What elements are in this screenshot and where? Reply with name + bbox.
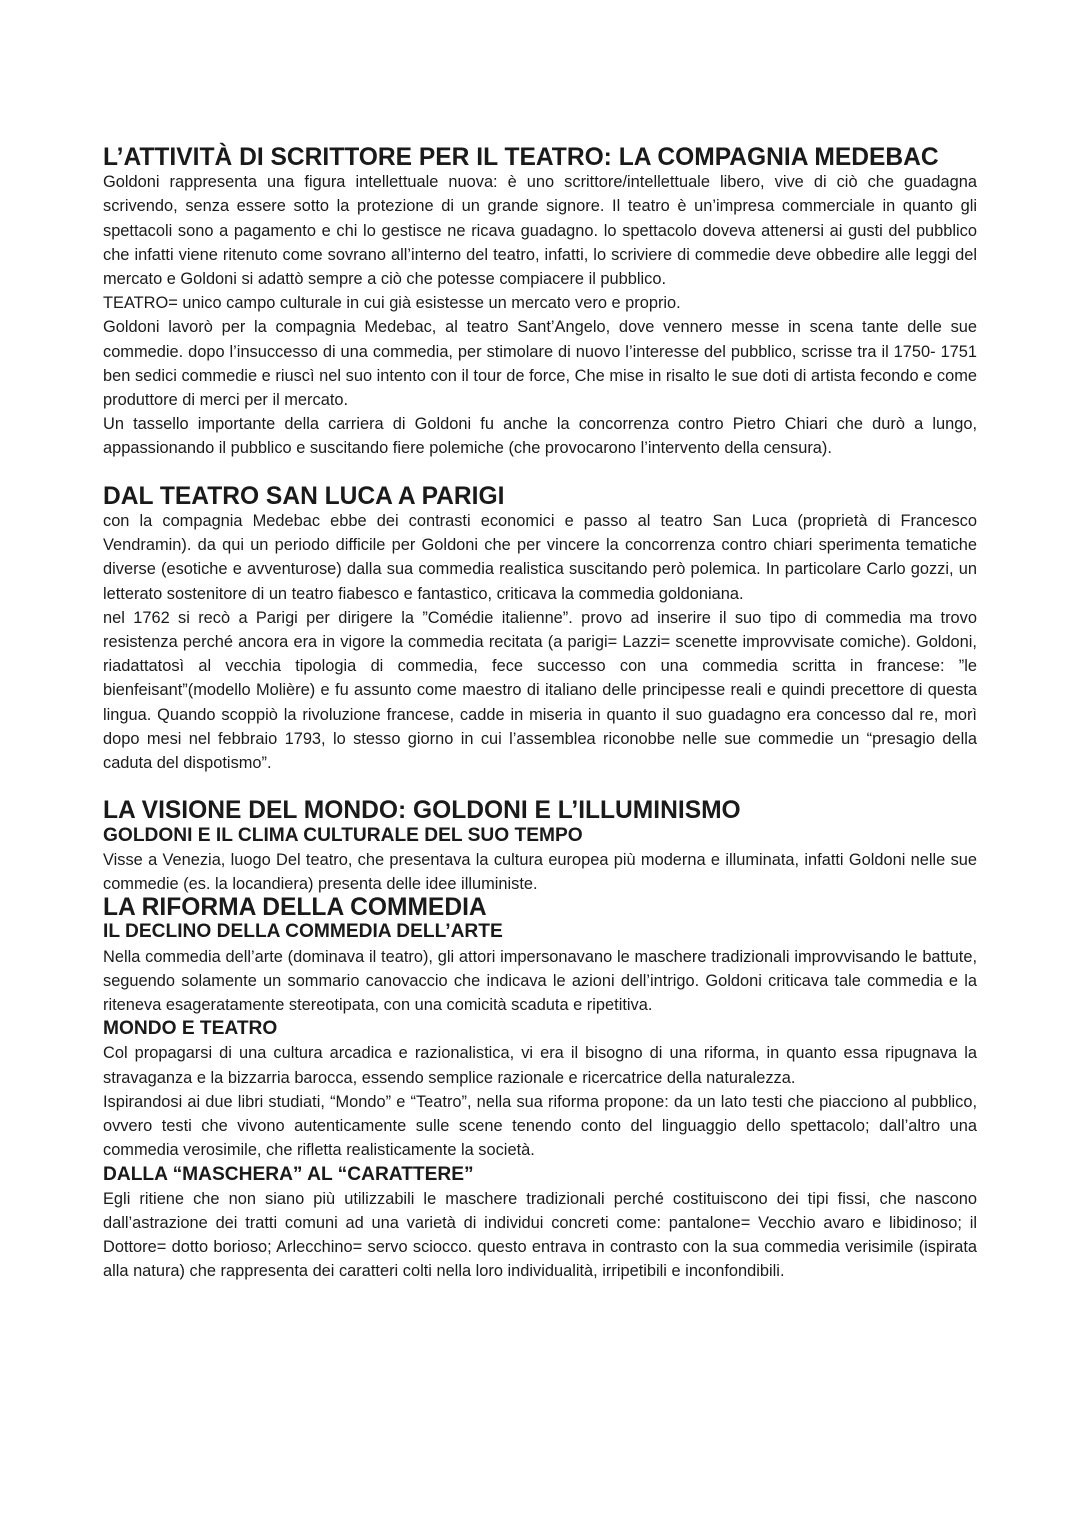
paragraph: Un tassello importante della carriera di Goldoni fu anche la concorrenza contro Pietro Chiari che durò a lungo, appassionando il pubblico e suscitando fiere polemiche (che provocarono l’intervento della censura). (103, 415, 977, 458)
section-san-luca-parigi (103, 482, 977, 775)
section-heading: LA RIFORMA DELLA COMMEDIA (103, 894, 487, 922)
paragraph: con la compagnia Medebac ebbe dei contrasti economici e passo al teatro San Luca (proprietà di Francesco Vendramin). da qui un periodo difficile per Goldoni che per vincere la concorrenza contro chiari sperimenta tematiche diverse (esotiche e avventurose) dalla sua commedia realistica suscitando però polemica. In particolare Carlo gozzi, un letterato sostenitore di un teatro fiabesco e fantastico, criticava la commedia goldoniana. (103, 512, 977, 603)
section-spacer (103, 461, 977, 485)
subsection-heading: IL DECLINO DELLA COMMEDIA DELL’ARTE (103, 921, 503, 943)
section-heading: LA VISIONE DEL MONDO: GOLDONI E L’ILLUMINISMO (103, 797, 741, 825)
document-page (103, 146, 977, 1284)
section-illuminismo (103, 799, 977, 896)
section-heading: DAL TEATRO SAN LUCA A PARIGI (103, 482, 505, 510)
subsection-heading: DALLA “MASCHERA” AL “CARATTERE” (103, 1163, 474, 1185)
section-spacer (103, 775, 977, 799)
paragraph: Col propagarsi di una cultura arcadica e razionalistica, vi era il bisogno di una riforma, in quanto essa ripugnava la stravaganza e la bizzarria barocca, essendo semplice razionale e ricercatrice della naturalezza. (103, 1044, 977, 1087)
paragraph: Egli ritiene che non siano più utilizzabili le maschere tradizionali perché costituiscono dei tipi fissi, che nascono dall’astrazione dei tratti comuni ad una varietà di individui concreti come: pantalone= Vecchio avaro e libidinoso; il Dottore= dotto borioso; Arlecchino= servo sciocco. questo entrava in contrasto con la sua commedia verisimile (ispirata alla natura) che rappresenta dei caratteri colti nella loro individualità, irripetibili e inconfondibili. (103, 1189, 977, 1281)
paragraph: Nella commedia dell’arte (dominava il teatro), gli attori impersonavano le maschere tradizionali improvvisando le battute, seguendo solamente un sommario canovaccio che indicava le azioni dell’intrigo. Goldoni criticava tale commedia e la riteneva esageratamente stereotipata, con una comicità scaduta e ripetitiva. (103, 947, 977, 1015)
section-maschera-carattere (103, 1163, 977, 1284)
section-compagnia-medebac (103, 146, 977, 461)
subsection-heading: MONDO E TEATRO (103, 1018, 278, 1040)
paragraph: Visse a Venezia, luogo Del teatro, che presentava la cultura europea più moderna e illuminata, infatti Goldoni nelle sue commedie (es. la locandiera) presenta delle idee illuministe. (103, 850, 977, 894)
paragraph: nel 1762 si recò a Parigi per dirigere la ”Comédie italienne”. provo ad inserire il suo tipo di commedia ma trovo resistenza perché ancora era in vigore la commedia recitata (a parigi= Lazzi= scenette improvvisate comiche). Goldoni, riadattatosì al vecchia tipologia di commedia, fece successo con una commedia scritta in francese: ”le bienfeisant”(modello Molière) e fu assunto come maestro di italiano delle principesse reali e quindi precettore di questa lingua. Quando scoppiò la rivoluzione francese, cadde in miseria in quanto il suo guadagno era concesso dal re, morì dopo mesi nel febbraio 1793, lo stesso giorno in cui l’assemblea riconobbe nelle sue commedie un “presagio della caduta del dispotismo”. (103, 608, 977, 773)
section-mondo-teatro (103, 1017, 977, 1162)
paragraph: Goldoni lavorò per la compagnia Medebac, al teatro Sant’Angelo, dove vennero messe in scena tante delle sue commedie. dopo l’insuccesso di una commedia, per stimolare di nuovo l’interesse del pubblico, scrisse tra il 1750- 1751 ben sedici commedie e riuscì nel suo intento con il tour de force, Che mise in risalto le sue doti di artista fecondo e come produttore di merci per il mercato. (103, 318, 977, 410)
paragraph: Ispirandosi ai due libri studiati, “Mondo” e “Teatro”, nella sua riforma propone: da un lato testi che piacciono al pubblico, ovvero testi che vivono autenticamente sulle scene tenendo conto del linguaggio dello spettacolo; dall’altro una commedia verosimile, che rifletta realisticamente la società. (103, 1092, 977, 1160)
section-riforma-commedia (103, 896, 977, 1017)
subsection-heading: GOLDONI E IL CLIMA CULTURALE DEL SUO TEMPO (103, 824, 583, 846)
section-heading: L’ATTIVITÀ DI SCRITTORE PER IL TEATRO: LA COMPAGNIA MEDEBAC (103, 144, 939, 171)
paragraph: TEATRO= unico campo culturale in cui già esistesse un mercato vero e proprio. (103, 294, 681, 313)
paragraph: Goldoni rappresenta una figura intellettuale nuova: è uno scrittore/intellettuale libero, vive di ciò che guadagna scrivendo, senza essere sotto la protezione di un grande signore. Il teatro è un’impresa commerciale in quanto gli spettacoli sono a pagamento e chi lo gestisce ne ricava guadagno. lo spettacolo doveva attenersi ai gusti del pubblico che infatti viene ritenuto come sovrano all’interno del teatro, infatti, lo scriviere di commedie deve obbedire alle leggi del mercato e Goldoni si adattò sempre a ciò che potesse compiacere il pubblico. (103, 173, 977, 289)
